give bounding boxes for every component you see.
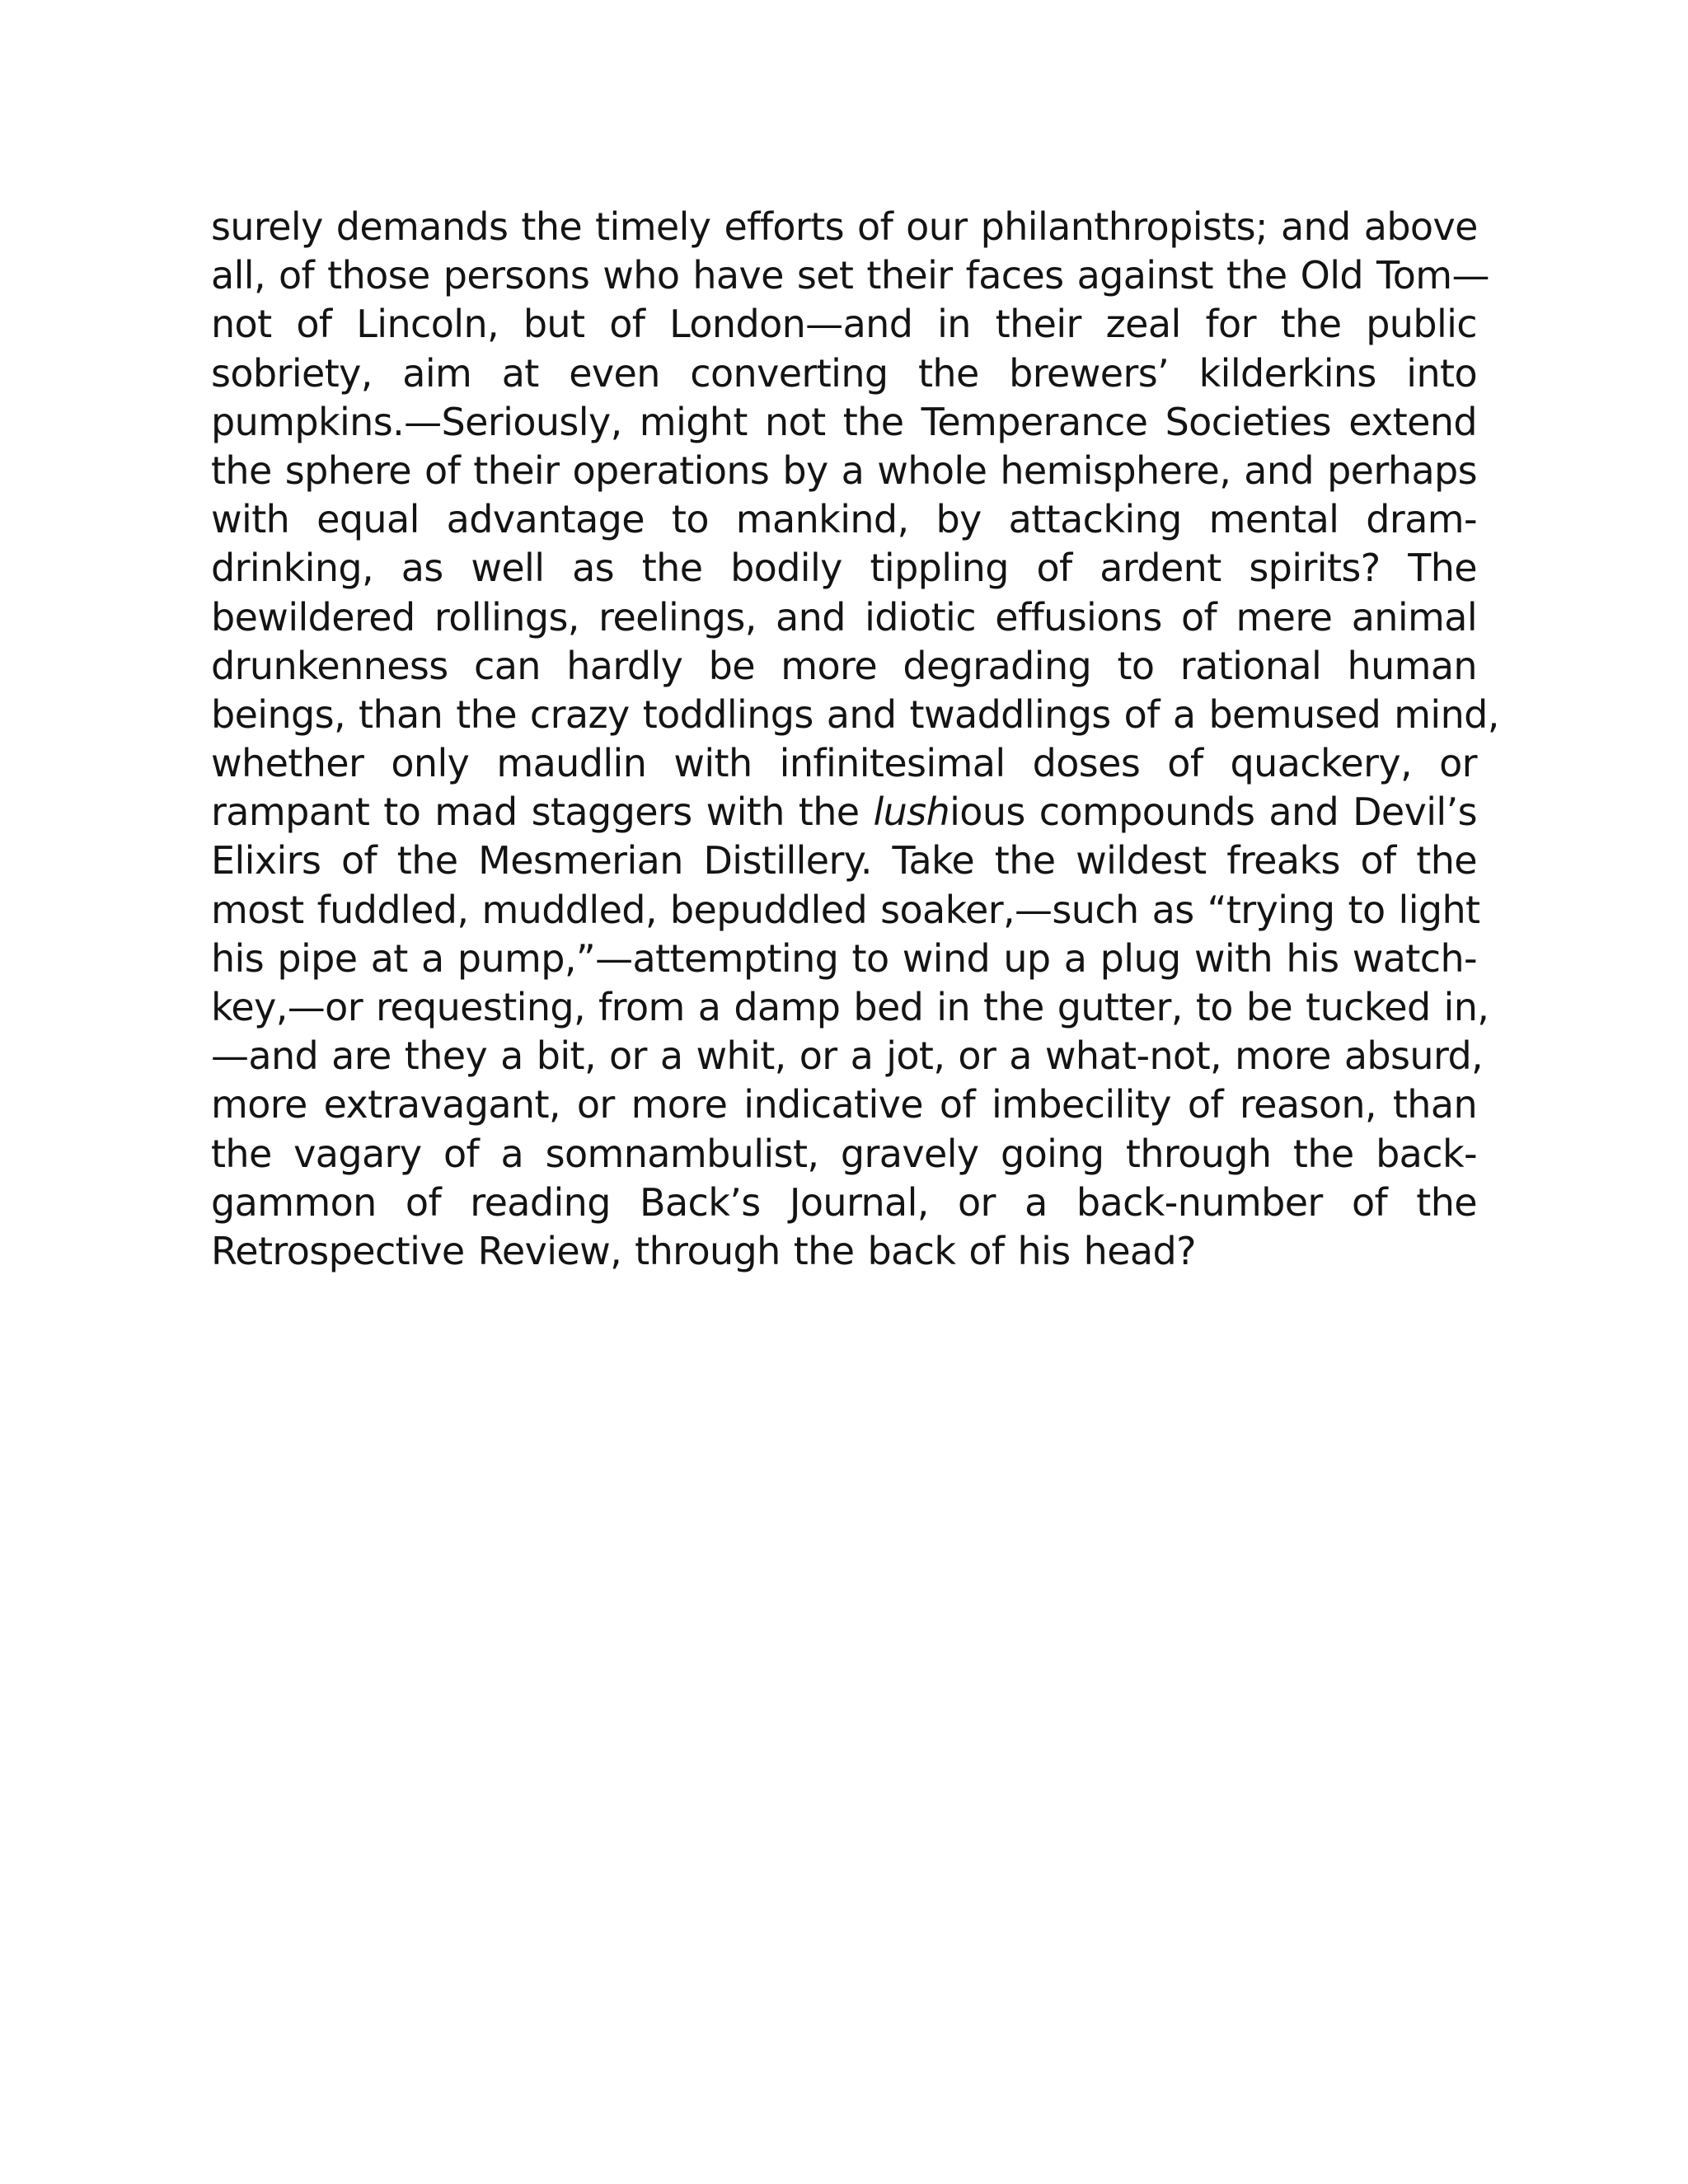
text-segment: ious compounds and Devil’s <box>950 790 1477 835</box>
italic-emphasis: lush <box>873 790 950 835</box>
text-line: gammon of reading Back’s Journal, or a back-number of the <box>211 1179 1477 1225</box>
text-line: key,—or requesting, from a damp bed in the gutter, to be tucked in, <box>211 985 1489 1029</box>
text-line: most fuddled, muddled, bepuddled soaker,—such as “trying to light <box>211 887 1480 932</box>
text-line: with equal advantage to mankind, by attacking mental dram- <box>211 497 1477 542</box>
text-line: bewildered rollings, reelings, and idiotic effusions of mere animal <box>211 594 1477 640</box>
text-line: not of Lincoln, but of London—and in their zeal for the public <box>211 302 1477 347</box>
text-line: beings, than the crazy toddlings and twaddlings of a bemused mind, <box>211 691 1499 737</box>
text-line: more extravagant, or more indicative of imbecility of reason, than <box>211 1082 1477 1127</box>
text-line: whether only maudlin with infinitesimal doses of quackery, or <box>211 741 1477 786</box>
text-line: sobriety, aim at even converting the brewers’ kilderkins into <box>211 350 1477 396</box>
text-line: —and are they a bit, or a whit, or a jot, or a what-not, more absurd, <box>211 1033 1484 1079</box>
text-line <box>211 788 1477 837</box>
text-line: drunkenness can hardly be more degrading to rational human <box>211 643 1477 688</box>
text-line: surely demands the timely efforts of our philanthropists; and above <box>211 204 1478 249</box>
text-line: Retrospective Review, through the back of his head? <box>211 1228 1196 1273</box>
text-segment: rampant to mad staggers with the <box>211 790 874 835</box>
text-line: all, of those persons who have set their faces against the Old Tom— <box>211 253 1489 298</box>
text-line: his pipe at a pump,”—attempting to wind up a plug with his watch- <box>211 935 1477 981</box>
body-paragraph <box>211 203 1499 1276</box>
text-line: drinking, as well as the bodily tippling of ardent spirits? The <box>211 546 1477 591</box>
text-line: Elixirs of the Mesmerian Distillery. Take the wildest freaks of the <box>211 838 1477 883</box>
text-line: the sphere of their operations by a whole hemisphere, and perhaps <box>211 448 1477 493</box>
text-line: pumpkins.—Seriously, might not the Temperance Societies extend <box>211 399 1477 444</box>
text-line: the vagary of a somnambulist, gravely going through the back- <box>211 1131 1477 1176</box>
